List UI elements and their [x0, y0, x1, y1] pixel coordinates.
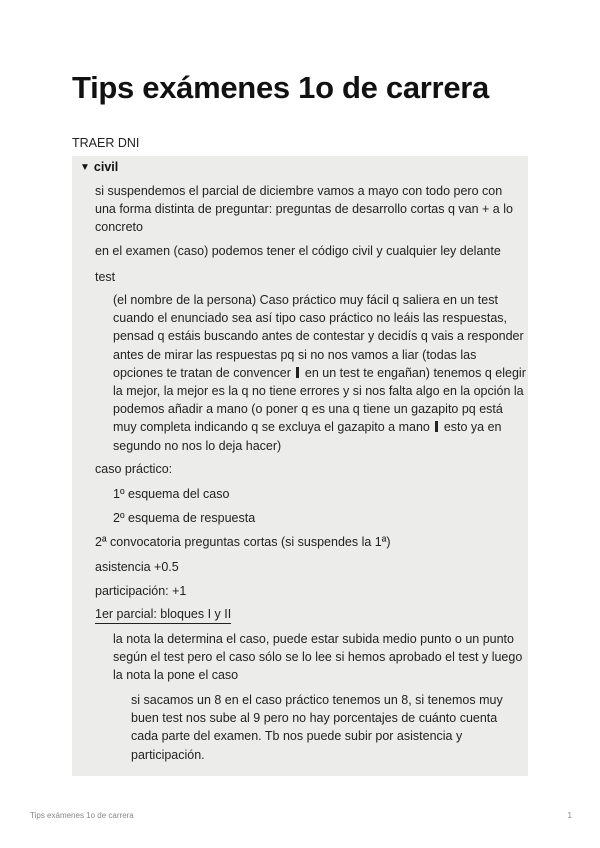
paragraph-primer-parcial: 1er parcial: bloques I y II [95, 606, 231, 624]
triangle-down-icon[interactable]: ▼ [80, 161, 90, 173]
redaction-mark [435, 421, 438, 432]
page-title: Tips exámenes 1o de carrera [72, 70, 489, 105]
intro-text: TRAER DNI [72, 136, 140, 150]
redaction-mark [296, 367, 299, 378]
paragraph-exam-materials: en el examen (caso) podemos tener el código civil y cualquier ley delante [95, 244, 501, 258]
paragraph-segunda-convocatoria: 2ª convocatoria preguntas cortas (si suspendes la 1ª) [95, 535, 391, 549]
list-item-esquema-respuesta: 2º esquema de respuesta [113, 511, 256, 525]
paragraph-suspension: si suspendemos el parcial de diciembre vamos a mayo con todo pero con una forma distinta de preguntar: preguntas de desarrollo cortas q van + a lo concreto [95, 184, 513, 235]
paragraph-participacion: participación: +1 [95, 584, 187, 598]
toggle-block-civil [72, 156, 528, 776]
paragraph-nota-caso: la nota la determina el caso, puede estar subida medio punto o un punto según el test pero el caso sólo se lo lee si hemos aprobado el test y luego la nota la pone el caso [113, 632, 523, 683]
test-advice-part-1: (el nombre de la persona) Caso práctico muy fácil q saliera en un test cuando el enunciado sea así tipo caso práctico no leáis las respuestas, pensad q estáis buscando antes de contestar y decidís q vais a responder antes de mirar las respuestas pq si no nos vamos a liar (todas las opciones te tratan de convencer [113, 293, 524, 380]
footer-doc-name: Tips exámenes 1o de carrera [30, 811, 134, 820]
toggle-label: civil [93, 160, 119, 174]
paragraph-test-advice [113, 291, 528, 455]
footer-page-number: 1 [567, 811, 572, 820]
test-advice-part-3: esto ya en segundo no nos lo deja hacer) [113, 420, 502, 453]
test-advice-part-2: en un test te engañan) tenemos q elegir la mejor, la mejor es la q no tiene errores y si nos falta algo en la opción la podemos añadir a mano (o poner q es una q tiene un gazapito pq está muy completa indicando q se excluya el gazapito a mano [113, 365, 526, 435]
paragraph-caso-practico: caso práctico: [95, 462, 173, 476]
paragraph-test-heading: test [95, 270, 116, 284]
list-item-esquema-caso: 1º esquema del caso [113, 487, 230, 501]
paragraph-nota-ejemplo: si sacamos un 8 en el caso práctico tenemos un 8, si tenemos muy buen test nos sube al 9 pero no hay porcentajes de cuánto cuenta cada parte del examen. Tb nos puede subir por asistencia y participación. [131, 693, 503, 762]
paragraph-asistencia: asistencia +0.5 [95, 560, 179, 574]
toggle-header[interactable] [80, 160, 118, 174]
